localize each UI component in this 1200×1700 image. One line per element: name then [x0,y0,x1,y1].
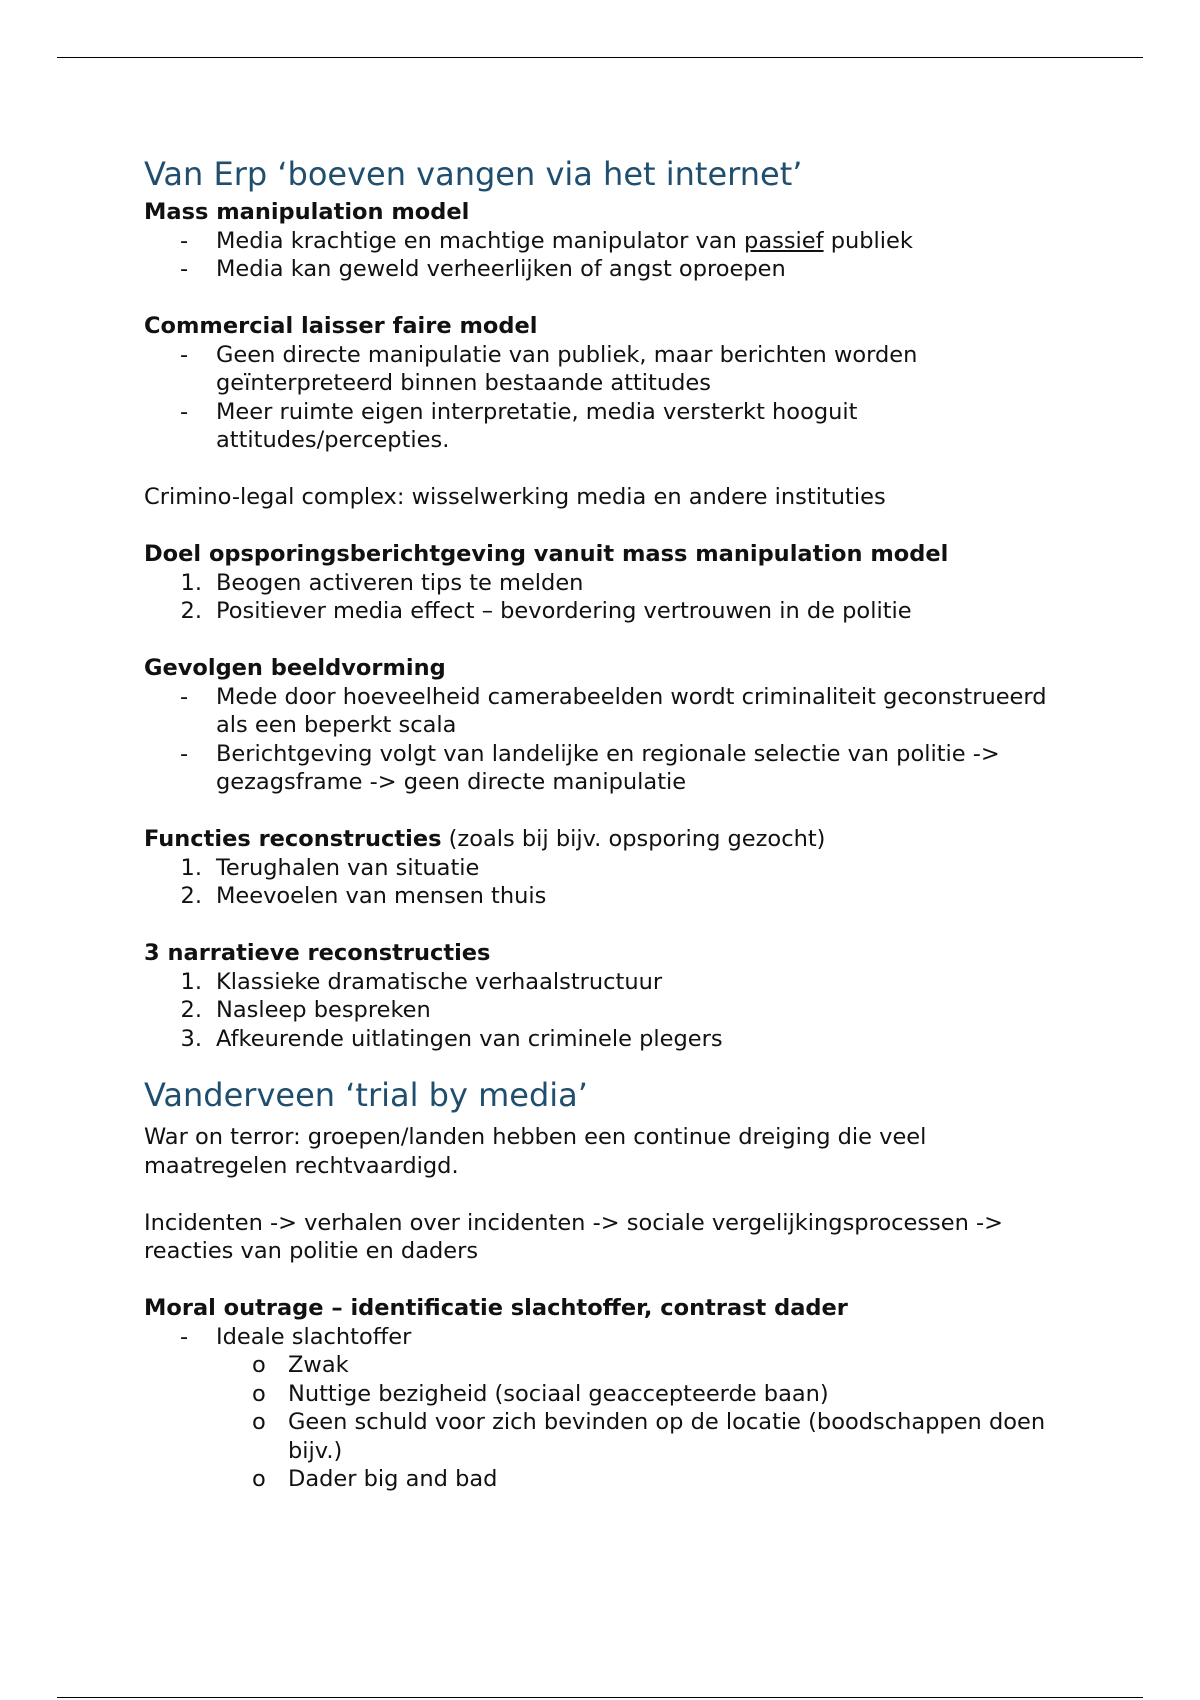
list-item: 1. Beogen activeren tips te melden [180,569,584,596]
sub-list-item: o Geen schuld voor zich bevinden op de locatie (boodschappen doen bijv.) [252,1409,1046,1464]
heading-narratief: 3 narratieve reconstructies [144,940,491,966]
heading-moral-outrage: Moral outrage – identificatie slachtoffer, contrast dader [144,1295,848,1321]
section-title-van-erp: Van Erp ‘boeven vangen via het internet’ [144,155,803,193]
list-item: 2. Positiever media effect – bevordering vertrouwen in de politie [180,598,912,624]
list-item: 1. Terughalen van situatie [180,854,480,881]
heading-commercial: Commercial laisser faire model [144,313,538,339]
list-item: 2. Nasleep bespreken [180,997,431,1023]
list-functies [144,854,1074,911]
list-item: - Geen directe manipulatie van publiek, maar berichten worden geïnterpreteerd binnen bestaande attitudes [180,341,918,396]
paragraph-war-on-terror: War on terror: groepen/landen hebben een continue dreiging die veel maatregelen rechtvaardigd. [144,1124,927,1179]
sub-list-item: o Dader big and bad [252,1466,498,1492]
list-item: - Berichtgeving volgt van landelijke en regionale selectie van politie -> gezagsframe -> geen directe manipulatie [180,740,1000,795]
list-item: - Mede door hoeveelheid camerabeelden wordt criminaliteit geconstrueerd als een beperkt scala [180,683,1047,738]
list-commercial [144,341,1074,455]
list-item: - Ideale slachtoffer [180,1323,412,1350]
footer-rule [57,1697,1143,1698]
heading-gevolgen: Gevolgen beeldvorming [144,655,446,681]
list-mass-manipulation [144,227,1074,284]
list-item: - Meer ruimte eigen interpretatie, media versterkt hooguit attitudes/percepties. [180,398,858,453]
section-title-vanderveen: Vanderveen ‘trial by media’ [144,1076,588,1114]
sub-list-item: o Zwak [252,1352,349,1378]
list-doel [144,569,1074,626]
paragraph-incidenten: Incidenten -> verhalen over incidenten -> sociale vergelijkingsprocessen -> reacties van politie en daders [144,1209,1003,1264]
list-item: - Media kan geweld verheerlijken of angst oproepen [180,256,786,282]
list-narratief [144,968,1074,1054]
list-item: 1. Klassieke dramatische verhaalstructuur [180,968,663,995]
heading-functies: Functies reconstructies (zoals bij bijv. opsporing gezocht) [144,826,826,852]
paragraph-crimino-legal: Crimino-legal complex: wisselwerking media en andere instituties [144,484,886,510]
list-item: 2. Meevoelen van mensen thuis [180,883,547,909]
list-gevolgen [144,683,1074,797]
sub-list-item: o Nuttige bezigheid (sociaal geaccepteerde baan) [252,1380,829,1407]
underlined-word: passief [744,227,824,254]
heading-doel: Doel opsporingsberichtgeving vanuit mass manipulation model [144,541,949,567]
header-rule [57,57,1143,58]
heading-mass-manipulation: Mass manipulation model [144,199,470,225]
list-item: 3. Afkeurende uitlatingen van criminele plegers [180,1025,723,1052]
list-item: - Media krachtige en machtige manipulator van passief publiek [180,227,913,254]
document-body [144,154,1074,1494]
list-moral-outrage [144,1323,1074,1494]
